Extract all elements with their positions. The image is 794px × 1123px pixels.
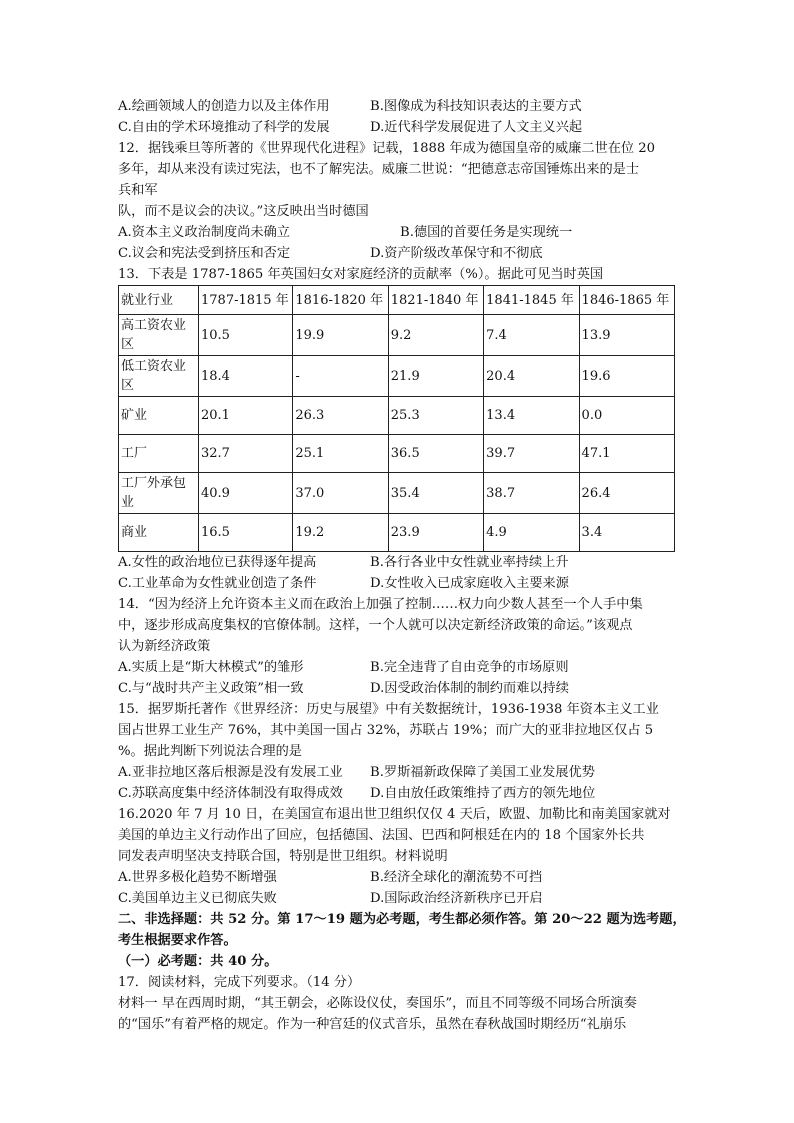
q17-material-line-2: 的“国乐”有着严格的规定。作为一种宫廷的仪式音乐，虽然在春秋战国时期经历“礼崩乐 [118,1017,627,1032]
table-cell: 26.4 [579,473,674,514]
table-cell: 35.4 [388,473,483,514]
q15-option-d: D.自由放任政策维持了西方的领先地位 [370,786,596,801]
table-cell: 矿业 [119,397,199,435]
q15-stem-line-2: 国占世界工业生产 76%，其中美国一国占 32%，苏联占 19%；而广大的亚非拉地区仅占 5 [118,723,654,738]
table-cell: 36.5 [388,435,483,473]
q14-options-row-2 [118,678,678,699]
table-cell: 21.9 [388,356,483,397]
table-cell: 25.3 [388,397,483,435]
q12-stem-line-1: 12．据钱乘旦等所著的《世界现代化进程》记载，1888 年成为德国皇帝的威廉二世在位 20 [118,141,656,156]
q17-material-line-1: 材料一 早在西周时期，“其王朝会，必陈设仪仗，奏国乐”，而且不同等级不同场合所演奏 [118,996,637,1011]
table-cell: 16.5 [199,514,293,552]
q13-stem: 13．下表是 1787-1865 年英国妇女对家庭经济的贡献率（%）。据此可见当时英国 [118,267,604,282]
q15-stem-line-1: 15．据罗斯托著作《世界经济：历史与展望》中有关数据统计，1936-1938 年资本主义工业 [118,702,659,717]
table-cell: 19.2 [293,514,388,552]
q15-option-b: B.罗斯福新政保障了美国工业发展优势 [370,765,595,780]
q14-stem-line-1: 14．“因为经济上允许资本主义而在政治上加强了控制……权力向少数人甚至一个人手中集 [118,597,643,612]
q14-option-b: B.完全违背了自由竞争的市场原则 [370,660,569,675]
table-cell: 19.9 [293,315,388,356]
table-cell: 3.4 [579,514,674,552]
q14-stem-line-3: 认为新经济政策 [118,639,211,654]
table-header-cell: 1841-1845 年 [484,286,579,315]
table-header-cell: 1821-1840 年 [388,286,483,315]
q16-options-row-1 [118,867,678,888]
table-cell: 23.9 [388,514,483,552]
q16-options-row-2 [118,888,678,909]
table-cell: 20.4 [484,356,579,397]
table-cell: 4.9 [484,514,579,552]
section-subtitle: （一）必考题：共 40 分。 [118,954,278,969]
table-header-cell: 1816-1820 年 [293,286,388,315]
table-row [119,397,675,435]
table-row [119,514,675,552]
q13-options-row-2 [118,573,678,594]
table-cell: 7.4 [484,315,579,356]
q14-option-d: D.因受政治体制的制约而难以持续 [370,681,569,696]
q12-stem-line-4: 队，而不是议会的决议。”这反映出当时德国 [118,204,369,219]
q12-stem-line-2: 多年，却从来没有读过宪法，也不了解宪法。威廉二世说：“把德意志帝国锤炼出来的是士 [118,162,640,177]
q11-options-row-2 [118,117,678,138]
q16-stem-line-1: 16.2020 年 7 月 10 日，在美国宣布退出世卫组织仅仅 4 天后，欧盟、加勒比和南美国家就对 [118,807,671,822]
table-cell: 47.1 [579,435,674,473]
table-row [119,435,675,473]
q13-options-row-1 [118,552,678,573]
table-cell: 商业 [119,514,199,552]
q14-option-c: C.与“战时共产主义政策”相一致 [118,681,304,696]
q11-option-a: A.绘画领域人的创造力以及主体作用 [118,99,330,114]
table-cell: 工厂 [119,435,199,473]
table-cell: 高工资农业区 [119,315,199,356]
q13-option-c: C.工业革命为女性就业创造了条件 [118,576,317,591]
q16-option-b: B.经济全球化的潮流势不可挡 [370,870,543,885]
q11-option-d: D.近代科学发展促进了人文主义兴起 [370,120,583,135]
table-cell: 38.7 [484,473,579,514]
q11-options-row-1 [118,96,678,117]
q15-option-c: C.苏联高度集中经济体制没有取得成效 [118,786,343,801]
table-cell: - [293,356,388,397]
q13-option-d: D.女性收入已成家庭收入主要来源 [370,576,569,591]
q13-option-a: A.女性的政治地位已获得逐年提高 [118,555,317,570]
table-cell: 32.7 [199,435,293,473]
q11-option-c: C.自由的学术环境推动了科学的发展 [118,120,330,135]
q13-option-b: B.各行各业中女性就业率持续上升 [370,555,569,570]
table-cell: 19.6 [579,356,674,397]
q12-options-row-1 [118,222,678,243]
table-cell: 9.2 [388,315,483,356]
q11-option-b: B.图像成为科技知识表达的主要方式 [370,99,582,114]
q16-option-d: D.国际政治经济新秩序已开启 [370,891,543,906]
q14-options-row-1 [118,657,678,678]
q16-stem-line-2: 美国的单边主义行动作出了回应，包括德国、法国、巴西和阿根廷在内的 18 个国家外长共 [118,828,645,843]
q14-stem-line-2: 中，逐步形成高度集权的官僚体制。这样，一个人就可以决定新经济政策的命运。”该观点 [118,618,633,633]
q15-stem-line-3: %。据此判断下列说法合理的是 [118,744,302,759]
table-cell: 25.1 [293,435,388,473]
q15-options-row-2 [118,783,678,804]
table-header-cell: 1846-1865 年 [579,286,674,315]
table-cell: 40.9 [199,473,293,514]
exam-page [118,96,686,1035]
table-cell: 39.7 [484,435,579,473]
q15-options-row-1 [118,762,678,783]
table-cell: 18.4 [199,356,293,397]
table-header-row [119,286,675,315]
q16-stem-line-3: 同发表声明坚决支持联合国，特别是世卫组织。材料说明 [118,849,448,864]
table-cell: 13.9 [579,315,674,356]
q16-option-c: C.美国单边主义已彻底失败 [118,891,277,906]
table-cell: 工厂外承包业 [119,473,199,514]
section-title-line-1: 二、非选择题：共 52 分。第 17～19 题为必考题，考生都必须作答。第 20～22 题为选考题， [118,912,686,927]
table-cell: 13.4 [484,397,579,435]
q12-option-c: C.议会和宪法受到挤压和否定 [118,246,291,261]
table-row [119,315,675,356]
q16-option-a: A.世界多极化趋势不断增强 [118,870,277,885]
q15-option-a: A.亚非拉地区落后根源是没有发展工业 [118,765,343,780]
table-cell: 10.5 [199,315,293,356]
table-row [119,473,675,514]
table-row [119,356,675,397]
q12-option-b: B.德国的首要任务是实现统一 [400,225,573,240]
table-cell: 20.1 [199,397,293,435]
q12-option-a: A.资本主义政治制度尚未确立 [118,225,290,240]
q12-stem-line-3: 兵和军 [118,183,158,198]
table-cell: 26.3 [293,397,388,435]
q13-table [118,285,675,552]
q14-option-a: A.实质上是“斯大林模式”的雏形 [118,660,304,675]
table-header-cell: 就业行业 [119,286,199,315]
q12-option-d: D.资产阶级改革保守和不彻底 [370,246,543,261]
section-title-line-2: 考生根据要求作答。 [118,933,237,948]
q17-stem: 17．阅读材料，完成下列要求。（14 分） [118,975,361,990]
q12-options-row-2 [118,243,678,264]
table-cell: 低工资农业区 [119,356,199,397]
table-header-cell: 1787-1815 年 [199,286,293,315]
table-cell: 37.0 [293,473,388,514]
table-cell: 0.0 [579,397,674,435]
